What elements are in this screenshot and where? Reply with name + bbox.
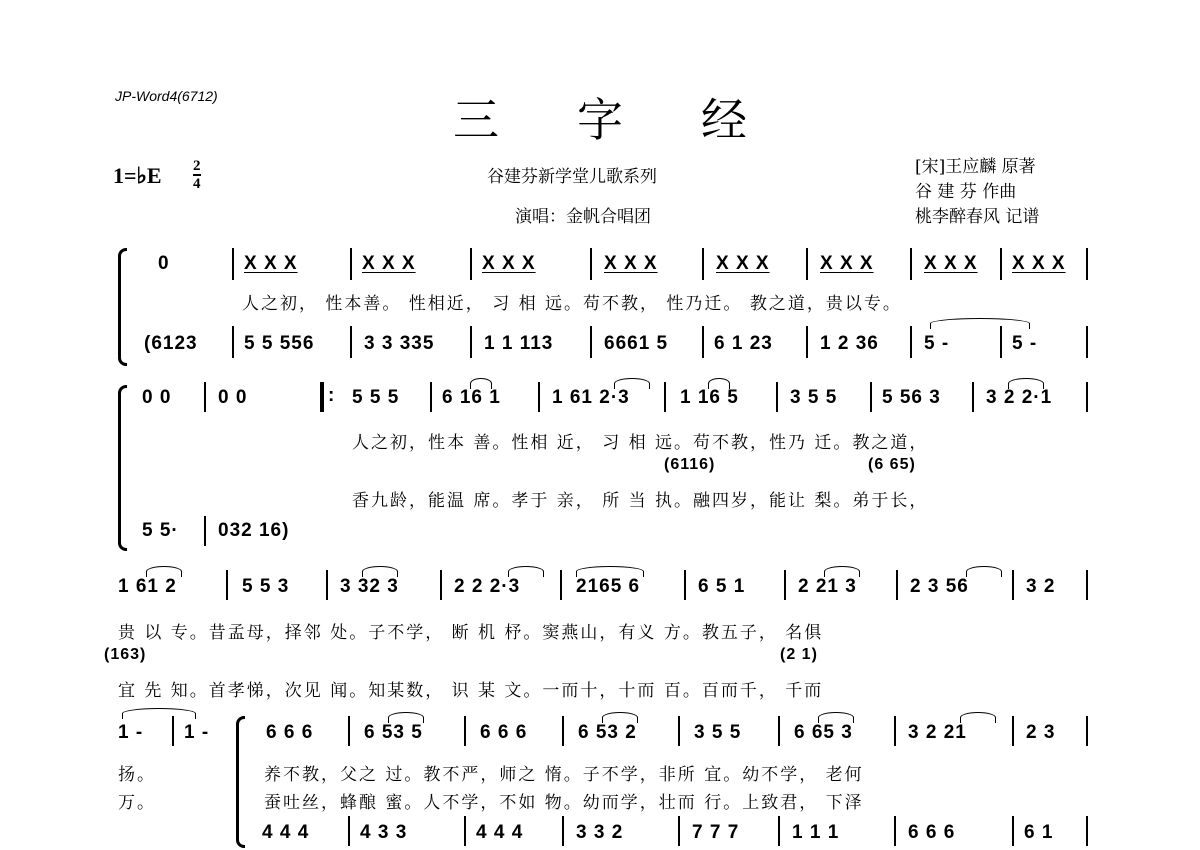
bar-line bbox=[1012, 716, 1014, 746]
lyrics-line: 蚕吐丝，蜂酿 蜜。人不学，不如 物。幼而学，壮而 行。上致君， 下泽 bbox=[264, 793, 864, 813]
melody-measure: 3 3 335 bbox=[364, 333, 435, 354]
tie-mark bbox=[708, 378, 730, 389]
melody-measure: (6123 bbox=[144, 333, 198, 354]
melody-measure: 1 - bbox=[184, 722, 210, 743]
credit-transcriber: 桃李醉春风 记谱 bbox=[915, 207, 1040, 227]
lyrics-line: 香九龄，能温 席。孝于 亲， 所 当 执。融四岁，能让 梨。弟于长， bbox=[352, 491, 929, 511]
bar-line bbox=[1086, 248, 1088, 280]
melody-measure: 5 5 556 bbox=[244, 333, 315, 354]
melody-measure: 6 6 6 bbox=[266, 722, 314, 743]
key-signature: 1=♭E bbox=[113, 163, 162, 188]
melody-measure: 1 61 2·3 bbox=[552, 387, 630, 408]
bar-line bbox=[678, 816, 680, 846]
melody-measure: 6661 5 bbox=[604, 333, 669, 354]
melody-measure: 3 5 5 bbox=[694, 722, 742, 743]
tie-mark bbox=[960, 712, 996, 723]
bar-line bbox=[910, 326, 912, 358]
bar-line bbox=[1000, 326, 1002, 358]
melody-measure: 3 2 bbox=[1026, 576, 1056, 597]
rhythm-measure: X X X bbox=[820, 253, 874, 274]
bar-line bbox=[464, 816, 466, 846]
bar-line bbox=[204, 382, 206, 412]
bar-line bbox=[470, 248, 472, 280]
system-brace bbox=[236, 716, 245, 848]
bar-line bbox=[1086, 326, 1088, 358]
melody-measure: 6 5 1 bbox=[698, 576, 746, 597]
bar-line bbox=[348, 716, 350, 746]
bar-line bbox=[464, 716, 466, 746]
variant-notes: (6116) bbox=[664, 456, 716, 473]
bar-line bbox=[896, 570, 898, 600]
bass-measure: 3 3 2 bbox=[576, 822, 624, 843]
tie-mark bbox=[1008, 378, 1044, 389]
variant-notes: (163) bbox=[104, 646, 147, 663]
bar-line bbox=[664, 382, 666, 412]
melody-measure: 032 16) bbox=[218, 520, 290, 541]
lyrics-line: 贵 以 专。昔孟母，择邻 处。子不学， 断 机 杼。窦燕山，有义 方。教五子， 名俱 bbox=[118, 623, 824, 643]
tie-mark bbox=[146, 566, 182, 577]
bass-measure: 4 3 3 bbox=[360, 822, 408, 843]
melody-measure: 3 32 3 bbox=[340, 576, 399, 597]
bar-line bbox=[806, 326, 808, 358]
melody-measure: 2 2 2·3 bbox=[454, 576, 521, 597]
bar-line bbox=[430, 382, 432, 412]
melody-measure: 3 5 5 bbox=[790, 387, 838, 408]
credit-composer: 谷 建 芬 作曲 bbox=[915, 182, 1017, 202]
lyrics-line: 人之初， 性本善。 性相近， 习 相 远。苟不教， 性乃迁。 教之道，贵以专。 bbox=[242, 294, 902, 314]
bar-line bbox=[894, 816, 896, 846]
melody-measure: 6 53 5 bbox=[364, 722, 423, 743]
melody-measure: 6 53 2 bbox=[578, 722, 637, 743]
tie-mark bbox=[388, 712, 424, 723]
melody-measure: 6 16 1 bbox=[442, 387, 501, 408]
melody-measure: 3 2 2·1 bbox=[986, 387, 1053, 408]
bar-line bbox=[470, 326, 472, 358]
bar-line bbox=[538, 382, 540, 412]
bar-line bbox=[894, 716, 896, 746]
tie-mark bbox=[122, 708, 196, 719]
tie-mark bbox=[470, 378, 492, 389]
bar-line bbox=[1086, 816, 1088, 846]
software-label: JP-Word4(6712) bbox=[115, 88, 218, 104]
bar-line bbox=[684, 570, 686, 600]
melody-measure: 3 2 21 bbox=[908, 722, 967, 743]
bar-line bbox=[590, 326, 592, 358]
bar-line bbox=[562, 816, 564, 846]
melody-measure: 2165 6 bbox=[576, 576, 641, 597]
melody-measure: 5 5 3 bbox=[242, 576, 290, 597]
bar-line bbox=[348, 816, 350, 846]
melody-measure: 5 56 3 bbox=[882, 387, 941, 408]
melody-measure: 2 21 3 bbox=[798, 576, 857, 597]
melody-measure: 1 1 113 bbox=[484, 333, 554, 354]
melody-measure: 1 2 36 bbox=[820, 333, 879, 354]
rhythm-rest: 0 0 bbox=[218, 387, 248, 408]
credit-author: [宋]王应麟 原著 bbox=[915, 157, 1036, 177]
bar-line bbox=[326, 570, 328, 600]
bar-line bbox=[1086, 382, 1088, 412]
tie-mark bbox=[508, 566, 544, 577]
variant-notes: (2 1) bbox=[780, 646, 818, 663]
rhythm-measure: X X X bbox=[1012, 253, 1066, 274]
bar-line bbox=[778, 716, 780, 746]
bass-measure: 1 1 1 bbox=[792, 822, 840, 843]
melody-measure: 2 3 56 bbox=[910, 576, 969, 597]
system-brace bbox=[118, 385, 127, 551]
bar-line bbox=[972, 382, 974, 412]
tie-mark bbox=[602, 712, 638, 723]
bass-measure: 6 1 bbox=[1024, 822, 1054, 843]
bar-line bbox=[232, 326, 234, 358]
system-brace bbox=[118, 248, 127, 366]
tie-mark bbox=[824, 566, 860, 577]
bar-line bbox=[204, 516, 206, 546]
bar-line bbox=[1012, 570, 1014, 600]
bar-line bbox=[232, 248, 234, 280]
melody-measure: 2 3 bbox=[1026, 722, 1056, 743]
variant-notes: (6 65) bbox=[868, 456, 916, 473]
lyrics-line: 宜 先 知。首孝悌，次见 闻。知某数， 识 某 文。一而十，十而 百。百而千， 千而 bbox=[118, 681, 824, 701]
bar-line bbox=[784, 570, 786, 600]
tie-mark bbox=[614, 378, 650, 389]
bar-line bbox=[1086, 570, 1088, 600]
bass-measure: 6 6 6 bbox=[908, 822, 956, 843]
rhythm-measure: X X X bbox=[244, 253, 298, 274]
bar-line bbox=[172, 716, 174, 746]
bar-line bbox=[870, 382, 872, 412]
bar-line bbox=[350, 326, 352, 358]
singer-label: 演唱：金帆合唱团 bbox=[515, 207, 651, 227]
bar-line bbox=[590, 248, 592, 280]
lyrics-line: 养不教，父之 过。教不严，师之 惰。子不学，非所 宜。幼不学， 老何 bbox=[264, 765, 864, 785]
series-label: 谷建芬新学堂儿歌系列 bbox=[487, 167, 657, 187]
tie-mark bbox=[966, 566, 1002, 577]
rhythm-rest: 0 bbox=[158, 253, 170, 274]
page-title: 三字经 bbox=[453, 93, 825, 147]
bar-line bbox=[806, 248, 808, 280]
bar-line bbox=[350, 248, 352, 280]
bass-measure: 7 7 7 bbox=[692, 822, 740, 843]
bar-line bbox=[560, 570, 562, 600]
melody-measure: 5 - bbox=[924, 333, 950, 354]
bar-line bbox=[678, 716, 680, 746]
bar-line bbox=[702, 248, 704, 280]
bass-measure: 4 4 4 bbox=[262, 822, 310, 843]
lyrics-line: 扬。 bbox=[118, 765, 156, 785]
bar-line bbox=[1012, 816, 1014, 846]
rhythm-measure: X X X bbox=[924, 253, 978, 274]
repeat-bar-line bbox=[320, 382, 324, 412]
tie-mark bbox=[818, 712, 854, 723]
time-signature: 2 4 bbox=[193, 158, 201, 192]
melody-measure: 1 61 2 bbox=[118, 576, 177, 597]
bar-line bbox=[910, 248, 912, 280]
melody-measure: 1 - bbox=[118, 722, 144, 743]
melody-measure: 6 1 23 bbox=[714, 333, 773, 354]
melody-measure: 5 - bbox=[1012, 333, 1038, 354]
tie-mark bbox=[930, 318, 1030, 329]
melody-measure: 6 6 6 bbox=[480, 722, 528, 743]
melody-measure: 5 5 5 bbox=[352, 387, 400, 408]
rhythm-measure: X X X bbox=[716, 253, 770, 274]
bar-line bbox=[562, 716, 564, 746]
lyrics-line: 万。 bbox=[118, 793, 156, 813]
rhythm-measure: X X X bbox=[604, 253, 658, 274]
melody-measure: 6 65 3 bbox=[794, 722, 853, 743]
rhythm-measure: X X X bbox=[362, 253, 416, 274]
bar-line bbox=[440, 570, 442, 600]
melody-measure: 5 5· bbox=[142, 520, 179, 541]
bass-measure: 4 4 4 bbox=[476, 822, 524, 843]
lyrics-line: 人之初，性本 善。性相 近， 习 相 远。苟不教，性乃 迁。教之道， bbox=[352, 433, 929, 453]
tie-mark bbox=[362, 566, 398, 577]
rhythm-rest: 0 0 bbox=[142, 387, 172, 408]
repeat-sign: : bbox=[328, 385, 336, 406]
bar-line bbox=[776, 382, 778, 412]
bar-line bbox=[702, 326, 704, 358]
bar-line bbox=[1000, 248, 1002, 280]
melody-measure: 1 16 5 bbox=[680, 387, 739, 408]
bar-line bbox=[1086, 716, 1088, 746]
bar-line bbox=[778, 816, 780, 846]
bar-line bbox=[226, 570, 228, 600]
tie-mark bbox=[576, 566, 644, 577]
rhythm-measure: X X X bbox=[482, 253, 536, 274]
